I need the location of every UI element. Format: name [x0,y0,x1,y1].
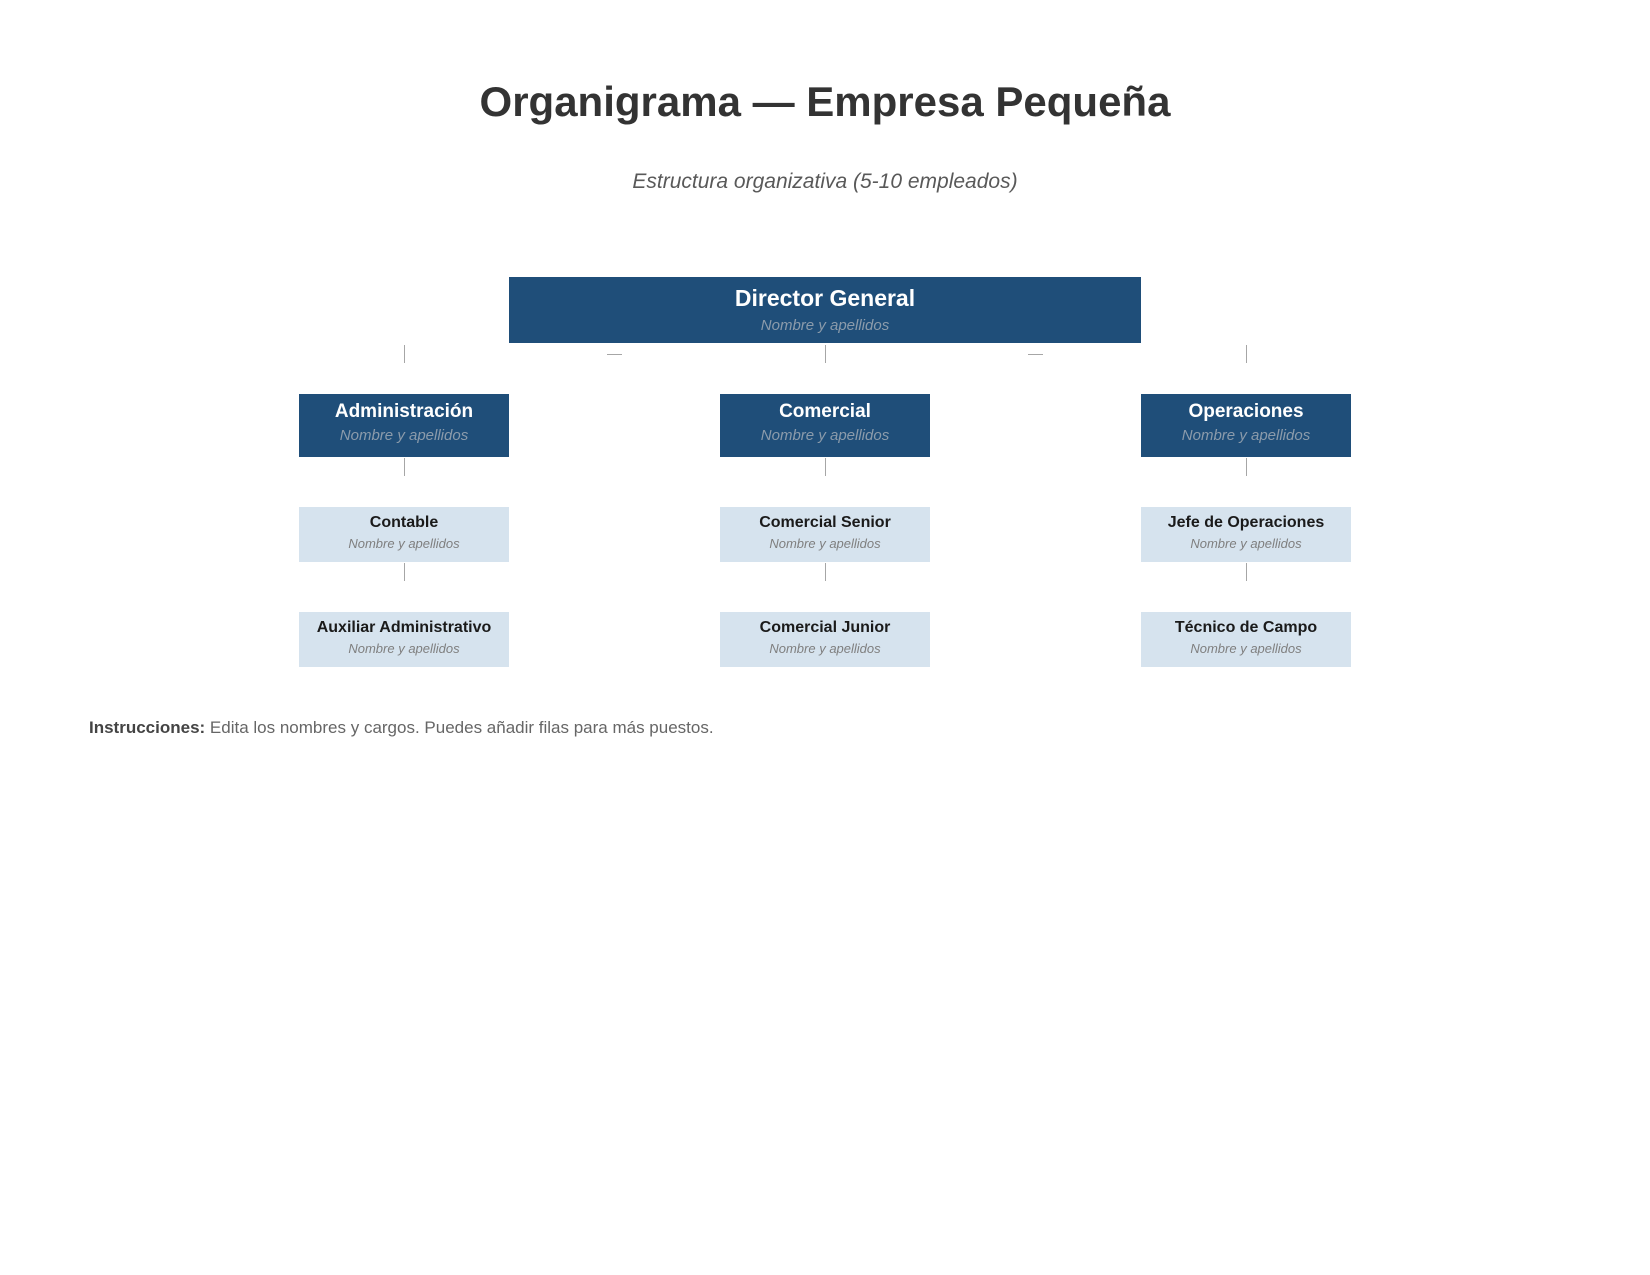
node-role: Contable [369,514,439,531]
node-role: Comercial Junior [759,619,891,636]
connector-dash [1028,354,1043,355]
org-node-jefe-operaciones[interactable] [1141,507,1351,562]
org-node-comercial[interactable] [720,394,930,457]
node-role: Comercial Senior [759,514,891,531]
node-name: Nombre y apellidos [760,317,890,334]
connector-line [404,458,405,476]
node-role: Comercial [779,401,871,422]
connector-line [404,345,405,363]
node-role: Jefe de Operaciones [1167,514,1325,531]
connector-line [1246,563,1247,581]
connector-line [404,563,405,581]
instructions-label: Instrucciones: [89,718,206,737]
node-name: Nombre y apellidos [1190,641,1302,656]
page-subtitle: Estructura organizativa (5-10 empleados) [632,170,1018,193]
node-name: Nombre y apellidos [769,536,881,551]
connector-dash [607,354,622,355]
node-name: Nombre y apellidos [769,641,881,656]
org-node-operaciones[interactable] [1141,394,1351,457]
org-node-auxiliar-administrativo[interactable] [299,612,509,667]
node-name: Nombre y apellidos [348,536,460,551]
node-role: Operaciones [1188,401,1304,422]
node-role: Técnico de Campo [1174,619,1318,636]
node-name: Nombre y apellidos [339,427,469,444]
instructions-note [89,718,714,738]
connector-line [1246,458,1247,476]
org-node-comercial-junior[interactable] [720,612,930,667]
node-name: Nombre y apellidos [1181,427,1311,444]
connector-line [825,458,826,476]
connector-line [1246,345,1247,363]
node-name: Nombre y apellidos [1190,536,1302,551]
connector-line [825,345,826,363]
node-role: Director General [734,285,916,311]
org-node-comercial-senior[interactable] [720,507,930,562]
instructions-text: Edita los nombres y cargos. Puedes añadir filas para más puestos. [205,718,714,737]
org-node-contable[interactable] [299,507,509,562]
connector-line [825,563,826,581]
node-name: Nombre y apellidos [760,427,890,444]
org-node-tecnico-campo[interactable] [1141,612,1351,667]
node-role: Administración [334,401,474,422]
org-node-administracion[interactable] [299,394,509,457]
node-name: Nombre y apellidos [348,641,460,656]
node-role: Auxiliar Administrativo [316,619,492,636]
org-node-director-general[interactable] [509,277,1141,343]
page-title: Organigrama — Empresa Pequeña [479,78,1171,125]
